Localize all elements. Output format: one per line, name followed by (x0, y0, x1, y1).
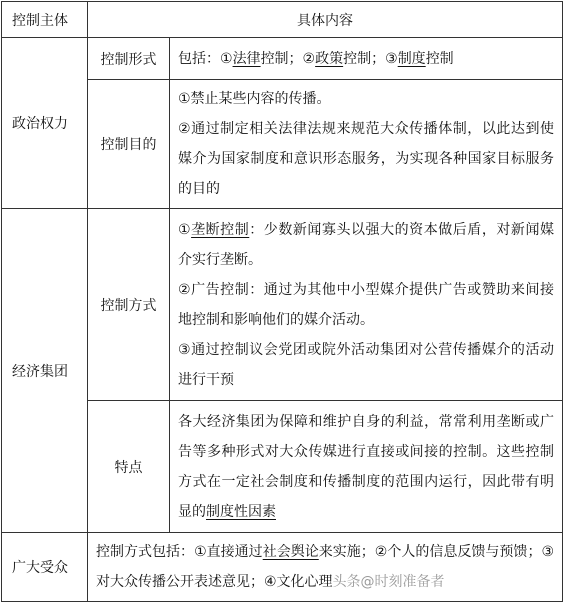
header-row (2, 2, 563, 38)
political-form-row (2, 38, 563, 80)
institutional-term: 制度性因素 (206, 503, 276, 520)
content-table (1, 1, 563, 602)
political-purpose-content (170, 80, 563, 209)
political-form-label: 控制形式 (88, 38, 170, 80)
economic-feature-label: 特点 (88, 401, 170, 533)
method-item: ②广告控制：通过为其他中小型媒介提供广告或赞助来间接地控制和影响他们的媒介活动。 (178, 281, 554, 328)
watermark-text: 头条@时刻准备者 (332, 574, 445, 590)
economic-method-row (2, 209, 563, 401)
header-subject: 控制主体 (2, 2, 88, 38)
header-content: 具体内容 (88, 2, 563, 38)
political-purpose-label: 控制目的 (88, 80, 170, 209)
form-prefix: 包括：① (178, 50, 233, 67)
audience-subject: 广大受众 (2, 533, 88, 602)
economic-subject: 经济集团 (2, 209, 88, 533)
policy-term: 政策 (315, 50, 344, 67)
economic-method-content (170, 209, 563, 401)
system-term: 制度 (397, 50, 426, 67)
method-item: ③通过控制议会党团或院外活动集团对公营传播媒介的活动进行干预 (178, 341, 554, 388)
political-form-content (170, 38, 563, 80)
audience-row (2, 533, 563, 602)
monopoly-term: 垄断控制 (191, 221, 250, 238)
purpose-item: ①禁止某些内容的传播。 (178, 91, 331, 107)
economic-feature-content: 各大经济集团为保障和维护自身的利益，常常利用垄断或广告等多种形式对大众传媒进行直接或间接的控制。这些控制方式在一定社会制度和传播制度的范围内运行，因此带有明显的制度性因素 (170, 401, 563, 533)
form-mid1: 控制；② (260, 50, 316, 67)
political-subject: 政治权力 (2, 38, 88, 209)
audience-content: 控制方式包括：①直接通过社会舆论来实施；②个人的信息反馈与预馈；③对大众传播公开表述意见；④文化心理头条@时刻准备者 (88, 533, 563, 602)
form-end: 控制 (425, 50, 454, 67)
purpose-item: ②通过制定相关法律法规来规范大众传播体制，以此达到使媒介为国家制度和意识形态服务，为实现各种国家目标服务的目的 (178, 121, 554, 197)
method-item: ①垄断控制：少数新闻寡头以强大的资本做后盾，对新闻媒介实行垄断。 (178, 221, 554, 268)
public-opinion-term: 社会舆论 (262, 544, 319, 560)
form-mid2: 控制；③ (343, 50, 398, 67)
economic-method-label: 控制方式 (88, 209, 170, 401)
law-term: 法律 (232, 50, 261, 67)
